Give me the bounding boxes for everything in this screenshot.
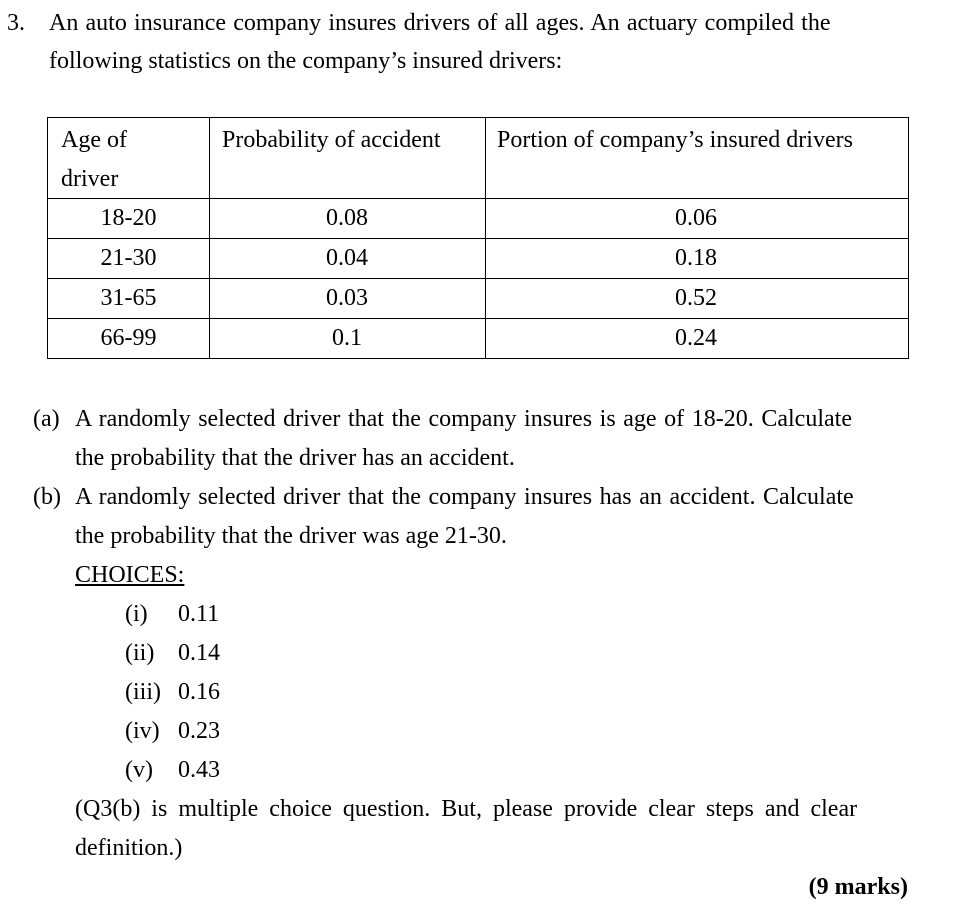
statistics-table — [47, 117, 909, 359]
choices-heading: CHOICES: — [75, 562, 185, 588]
table-cell-probability: 0.08 — [326, 205, 368, 231]
choice-value: 0.43 — [178, 757, 220, 783]
table-cell-probability: 0.03 — [326, 285, 368, 311]
header-age-line-1: Age of — [61, 127, 127, 153]
choice-label: (ii) — [125, 640, 155, 666]
part-b-line-1: A randomly selected driver that the company insures has an accident. Calculate — [75, 484, 854, 510]
table-cell-portion: 0.06 — [675, 205, 717, 231]
choice-label: (i) — [125, 601, 148, 627]
table-cell-probability: 0.1 — [332, 325, 362, 351]
part-a-line-2: the probability that the driver has an accident. — [75, 445, 515, 471]
choice-label: (iii) — [125, 679, 161, 705]
header-age-line-2: driver — [61, 166, 119, 192]
table-cell-probability: 0.04 — [326, 245, 368, 271]
choice-value: 0.23 — [178, 718, 220, 744]
header-portion: Portion of company’s insured drivers — [497, 127, 853, 153]
table-cell-age: 21-30 — [100, 245, 157, 271]
header-probability: Probability of accident — [222, 127, 441, 153]
part-b-label: (b) — [33, 484, 61, 510]
choice-label: (v) — [125, 757, 153, 783]
table-cell-portion: 0.18 — [675, 245, 717, 271]
part-a-label: (a) — [33, 406, 60, 432]
table-cell-age: 66-99 — [100, 325, 157, 351]
marks-label: (9 marks) — [808, 874, 908, 900]
part-a-line-1: A randomly selected driver that the company insures is age of 18-20. Calculate — [75, 406, 852, 432]
note-line-1: (Q3(b) is multiple choice question. But, please provide clear steps and clear — [75, 796, 858, 822]
choice-value: 0.14 — [178, 640, 220, 666]
note-line-2: definition.) — [75, 835, 183, 861]
question-intro-line-1: An auto insurance company insures drivers of all ages. An actuary compiled the — [49, 10, 831, 36]
question-intro-line-2: following statistics on the company’s insured drivers: — [49, 48, 563, 74]
choice-label: (iv) — [125, 718, 160, 744]
table-cell-age: 31-65 — [100, 285, 157, 311]
table-cell-portion: 0.52 — [675, 285, 717, 311]
choice-value: 0.16 — [178, 679, 220, 705]
table-cell-portion: 0.24 — [675, 325, 717, 351]
part-b-line-2: the probability that the driver was age 21-30. — [75, 523, 507, 549]
question-number: 3. — [7, 10, 25, 36]
table-cell-age: 18-20 — [100, 205, 157, 231]
choice-value: 0.11 — [178, 601, 220, 627]
